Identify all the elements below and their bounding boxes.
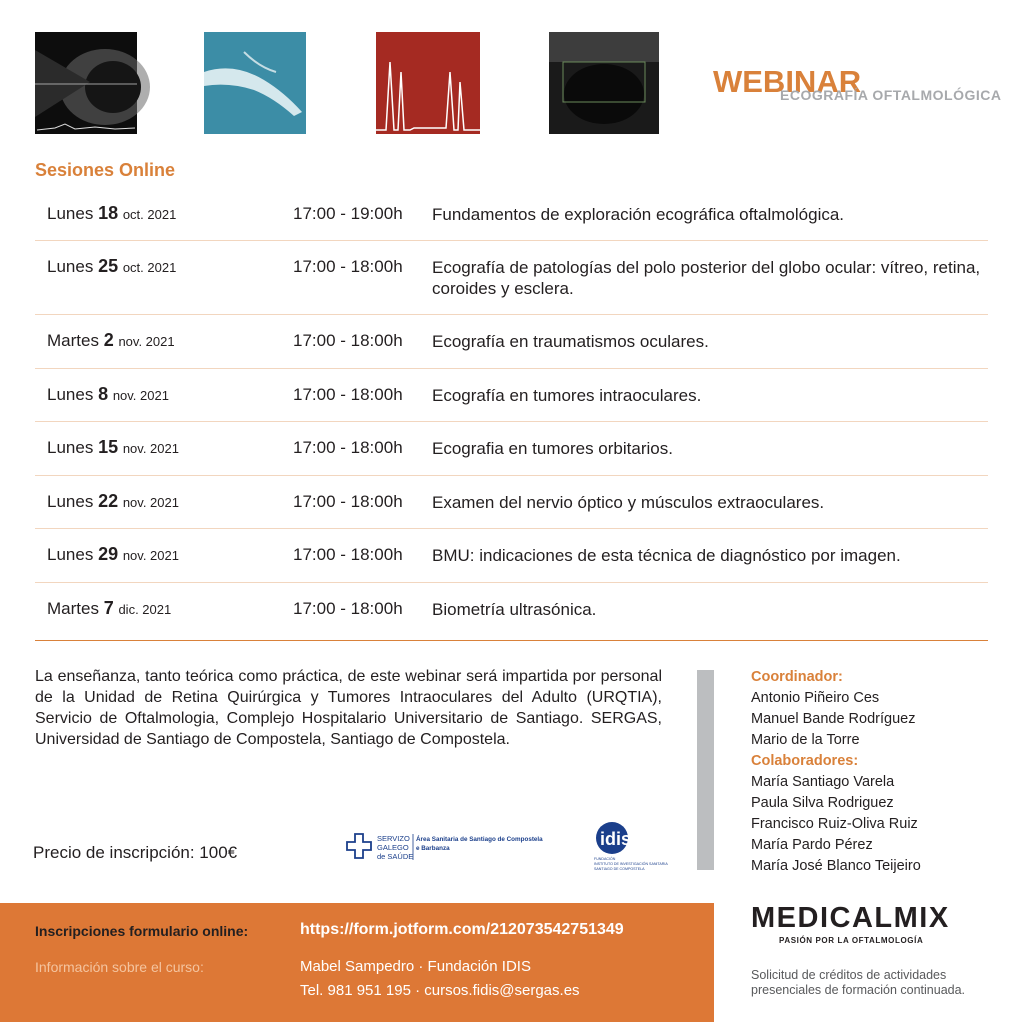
session-month: nov. 2021 — [122, 495, 179, 510]
session-time: 17:00 - 18:00h — [293, 331, 403, 350]
info-label: Información sobre el curso: — [35, 959, 204, 975]
session-month: dic. 2021 — [118, 602, 172, 617]
coordinator-name: Antonio Piñeiro Ces — [751, 690, 880, 706]
registration-url-link[interactable]: https://form.jotform.com/212073542751349 — [300, 921, 624, 938]
registration-label: Inscripciones formulario online: — [35, 923, 249, 939]
sergas-line: GALEGO — [377, 843, 409, 852]
session-month: nov. 2021 — [122, 548, 179, 563]
schedule-row — [35, 241, 988, 315]
session-day-number: 15 — [98, 437, 119, 457]
collaborator-name: María Pardo Pérez — [751, 837, 873, 853]
session-month: oct. 2021 — [122, 260, 177, 275]
session-date — [47, 330, 175, 351]
session-topic: Ecografía de patologías del polo posterior del globo ocular: vítreo, retina, coroides y esclera. — [432, 258, 981, 298]
schedule-divider — [35, 640, 988, 641]
session-day-number: 18 — [98, 203, 119, 223]
info-phone-email: Tel. 981 951 195 · cursos.fidis@sergas.es — [300, 982, 580, 999]
session-weekday: Martes — [47, 599, 99, 618]
schedule-row — [35, 476, 988, 529]
coordinator-label: Coordinador: — [751, 669, 843, 685]
sergas-line: de SAÚDE — [377, 852, 414, 861]
session-time: 17:00 - 18:00h — [293, 438, 403, 457]
session-day-number: 7 — [103, 598, 114, 618]
session-topic: Biometría ultrasónica. — [432, 600, 597, 619]
credits-note — [751, 968, 965, 998]
idis-logo — [592, 820, 668, 872]
session-date — [47, 384, 169, 405]
session-day-number: 22 — [98, 491, 119, 511]
session-weekday: Martes — [47, 331, 99, 350]
session-topic: Ecografía en tumores intraoculares. — [432, 386, 702, 405]
collaborator-name: María José Blanco Teijeiro — [751, 858, 921, 874]
schedule-table — [35, 188, 988, 635]
sergas-area: Área Sanitaria de Santiago de Compostela — [416, 836, 543, 843]
medicalmix-tagline: PASIÓN POR LA OFTALMOLOGÍA — [779, 936, 924, 945]
idis-small: SANTIAGO DE COMPOSTELA — [594, 867, 645, 871]
session-weekday: Lunes — [47, 545, 94, 564]
footer-band — [0, 903, 714, 1022]
session-month: oct. 2021 — [122, 207, 177, 222]
session-day-number: 2 — [103, 330, 114, 350]
schedule-row — [35, 369, 988, 422]
session-topic: Ecografia en tumores orbitarios. — [432, 439, 673, 458]
session-weekday: Lunes — [47, 438, 94, 457]
session-time: 17:00 - 18:00h — [293, 257, 403, 276]
session-time: 17:00 - 18:00h — [293, 492, 403, 511]
coordinator-name: Manuel Bande Rodríguez — [751, 711, 916, 727]
schedule-row — [35, 583, 988, 635]
collaborator-name: Paula Silva Rodriguez — [751, 795, 894, 811]
session-topic: BMU: indicaciones de esta técnica de diagnóstico por imagen. — [432, 546, 901, 565]
credits-note-line: Solicitud de créditos de actividades — [751, 968, 947, 982]
session-weekday: Lunes — [47, 492, 94, 511]
sessions-heading: Sesiones Online — [35, 160, 176, 180]
session-date — [47, 203, 176, 224]
schedule-row — [35, 315, 988, 369]
ultrasound-eye-thumbnail — [35, 32, 137, 134]
session-time: 17:00 - 18:00h — [293, 599, 403, 618]
credits-note-line: presenciales de formación continuada. — [751, 983, 966, 997]
session-time: 17:00 - 18:00h — [293, 385, 403, 404]
idis-text: idis — [600, 829, 632, 849]
session-day-number: 25 — [98, 256, 119, 276]
session-weekday: Lunes — [47, 385, 94, 404]
session-month: nov. 2021 — [118, 334, 175, 349]
orbit-scan-thumbnail — [549, 32, 651, 134]
session-day-number: 8 — [98, 384, 109, 404]
session-time: 17:00 - 18:00h — [293, 545, 403, 564]
schedule-row — [35, 422, 988, 476]
blue-scan-thumbnail — [204, 32, 306, 134]
medicalmix-logo: MEDICALMIX — [751, 902, 950, 934]
session-topic: Ecografía en traumatismos oculares. — [432, 332, 709, 351]
session-weekday: Lunes — [47, 204, 94, 223]
sergas-logo — [345, 830, 550, 864]
schedule-row — [35, 188, 988, 241]
gray-separator-bar — [697, 670, 714, 870]
sergas-line: SERVIZO — [377, 834, 410, 843]
session-date — [47, 544, 179, 565]
schedule-row — [35, 529, 988, 583]
coordinator-name: Mario de la Torre — [751, 732, 860, 748]
idis-small: FUNDACIÓN — [594, 857, 616, 861]
session-date — [47, 256, 176, 277]
collaborator-name: María Santiago Varela — [751, 774, 895, 790]
collaborators-label: Colaboradores: — [751, 753, 859, 769]
session-topic: Examen del nervio óptico y músculos extraoculares. — [432, 493, 825, 512]
collaborator-name: Francisco Ruiz-Oliva Ruiz — [751, 816, 918, 832]
session-date — [47, 491, 179, 512]
session-time: 17:00 - 19:00h — [293, 204, 403, 223]
info-contact: Mabel Sampedro · Fundación IDIS — [300, 958, 531, 975]
people-list — [751, 667, 921, 877]
session-topic: Fundamentos de exploración ecográfica oftalmológica. — [432, 205, 845, 224]
webinar-title: WEBINAR — [713, 64, 862, 99]
session-month: nov. 2021 — [112, 388, 169, 403]
registration-price: Precio de inscripción: 100€ — [33, 843, 238, 862]
session-date — [47, 437, 179, 458]
course-description: La enseñanza, tanto teórica como práctica, de este webinar será impartida por personal de la Unidad de Retina Quirúrgica y Tumores Intraoculares del Adulto (URQTIA), Servicio de Oftalmologia, Complejo Hospitalario Universitario de Santiago. SERGAS, Universidad de Santiago de Compostela, Santiago de Compostela. — [35, 668, 662, 748]
sergas-area: e Barbanza — [416, 845, 450, 852]
session-month: nov. 2021 — [122, 441, 179, 456]
session-day-number: 29 — [98, 544, 119, 564]
idis-small: INSTITUTO DE INVESTIGACIÓN SANITARIA — [594, 862, 668, 866]
session-weekday: Lunes — [47, 257, 94, 276]
session-date — [47, 598, 171, 619]
webinar-subtitle: ECOGRAFÍA OFTALMOLÓGICA — [780, 87, 1002, 103]
red-waveform-thumbnail — [376, 32, 478, 134]
